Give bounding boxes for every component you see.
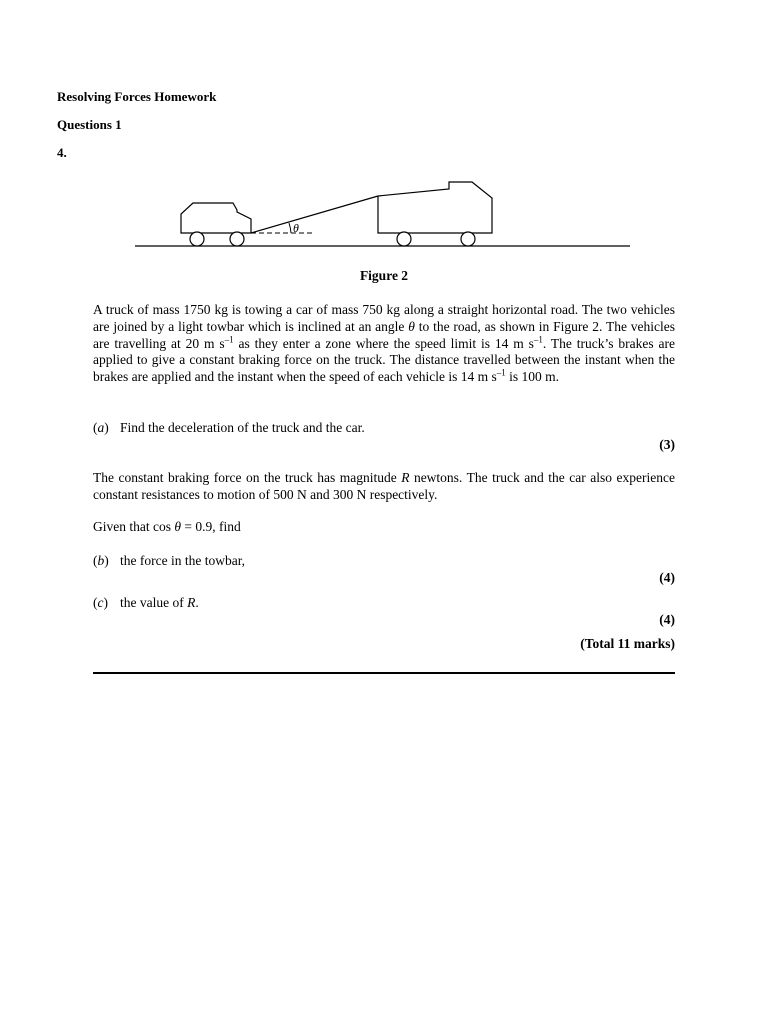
angle-arc bbox=[289, 223, 291, 233]
figure-truck-car-diagram bbox=[0, 0, 768, 300]
towbar-line bbox=[251, 196, 378, 233]
intro-paragraph: A truck of mass 1750 kg is towing a car of mass 750 kg along a straight horizontal road. The two vehicles are joined by a light towbar which is inclined at an angle θ to the road, as shown in Figure 2. The vehicles are travelling at 20 m $s^{-1}$ as they enter a zone where the speed limit is 14 m $s^{-1}$. The truck’s brakes are applied to give a constant braking force on the truck. The distance travelled between the instant when the brakes are applied and the instant when the speed of each vehicle is 14 m $s^{-1}$ is 100 m. bbox=[93, 302, 676, 385]
page-title: Resolving Forces Homework bbox=[57, 89, 217, 104]
given-statement: Given that cos θ = 0.9, find bbox=[93, 519, 241, 534]
part-b-marks: (4) bbox=[659, 570, 675, 585]
car-shape bbox=[181, 203, 251, 246]
truck-shape bbox=[378, 182, 492, 246]
part-b-question: (b) the force in the towbar, bbox=[93, 553, 246, 568]
total-marks: (Total 11 marks) bbox=[580, 636, 675, 651]
figure-caption: Figure 2 bbox=[359, 268, 409, 283]
part-a-question: (a) Find the deceleration of the truck and the car. bbox=[93, 420, 365, 435]
question-number: 4. bbox=[57, 145, 67, 160]
part-c-marks: (4) bbox=[659, 612, 675, 627]
angle-label: θ bbox=[293, 221, 299, 235]
end-rule bbox=[93, 672, 675, 674]
section-subtitle: Questions 1 bbox=[57, 117, 122, 132]
part-c-question: (c) the value of R. bbox=[93, 595, 199, 610]
braking-paragraph: The constant braking force on the truck has magnitude R newtons. The truck and the car also experience constant resistances to motion of 500 N and 300 N respectively. bbox=[93, 470, 675, 502]
part-a-marks: (3) bbox=[659, 437, 675, 452]
